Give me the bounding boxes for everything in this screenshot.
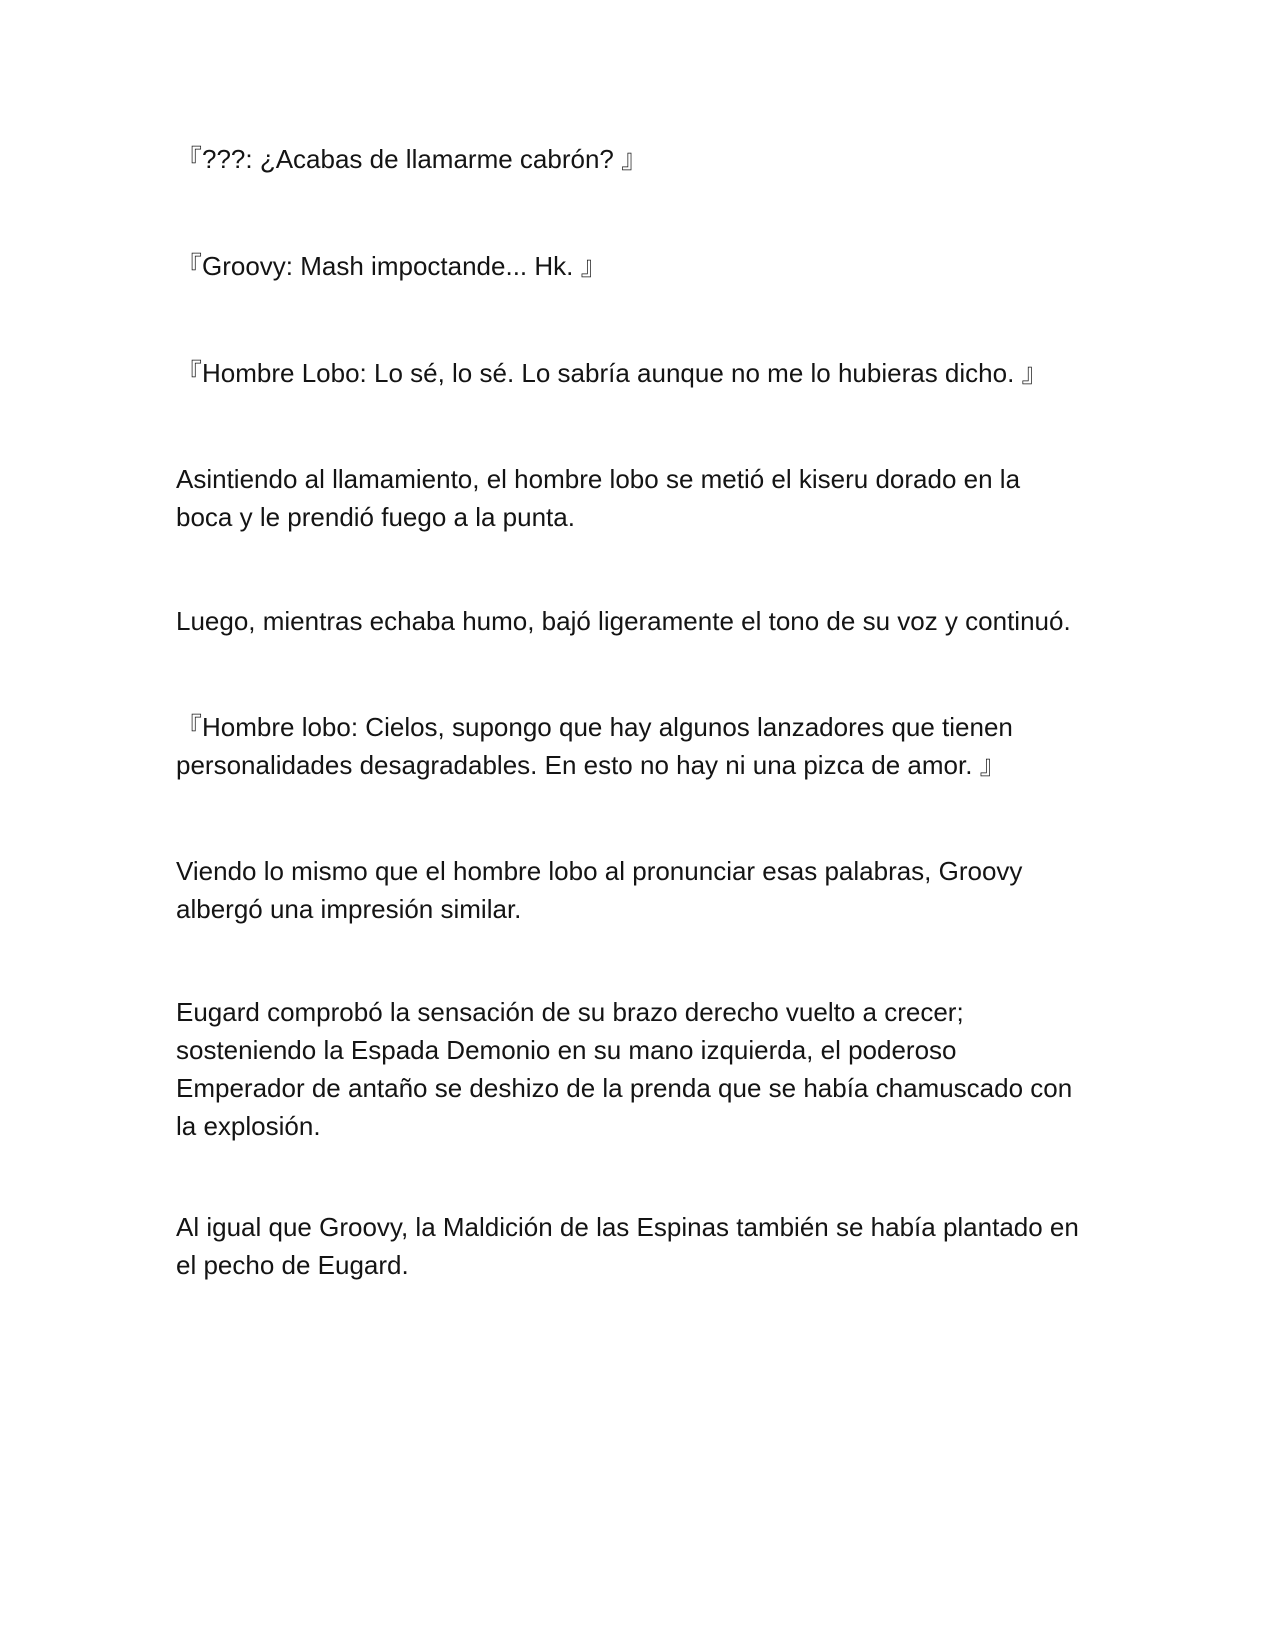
narration-paragraph-2 xyxy=(176,602,1096,640)
text-line: la explosión. xyxy=(176,1111,321,1141)
text-line: el pecho de Eugard. xyxy=(176,1250,409,1280)
text-line: Viendo lo mismo que el hombre lobo al pronunciar esas palabras, Groovy xyxy=(176,856,1023,886)
dialogue-hombre-lobo-1 xyxy=(176,354,1096,392)
text-line: 『Hombre lobo: Cielos, supongo que hay algunos lanzadores que tienen xyxy=(176,712,1013,742)
text-line: albergó una impresión similar. xyxy=(176,894,522,924)
text-line: 『Groovy: Mash impoctande... Hk. 』 xyxy=(176,251,607,281)
text-line: personalidades desagradables. En esto no hay ni una pizca de amor. 』 xyxy=(176,750,1006,780)
narration-paragraph-4 xyxy=(176,993,1096,1145)
dialogue-unknown xyxy=(176,140,1096,178)
text-line: 『Hombre Lobo: Lo sé, lo sé. Lo sabría aunque no me lo hubieras dicho. 』 xyxy=(176,358,1048,388)
text-line: Asintiendo al llamamiento, el hombre lobo se metió el kiseru dorado en la xyxy=(176,464,1021,494)
narration-paragraph-3 xyxy=(176,852,1096,928)
dialogue-hombre-lobo-2 xyxy=(176,708,1096,784)
text-line: sosteniendo la Espada Demonio en su mano izquierda, el poderoso xyxy=(176,1035,957,1065)
text-line: Emperador de antaño se deshizo de la prenda que se había chamuscado con xyxy=(176,1073,1073,1103)
dialogue-groovy xyxy=(176,247,1096,285)
text-line: boca y le prendió fuego a la punta. xyxy=(176,502,575,532)
text-line: 『???: ¿Acabas de llamarme cabrón? 』 xyxy=(176,144,648,174)
text-line: Al igual que Groovy, la Maldición de las Espinas también se había plantado en xyxy=(176,1212,1079,1242)
text-line: Eugard comprobó la sensación de su brazo derecho vuelto a crecer; xyxy=(176,997,964,1027)
text-line: Luego, mientras echaba humo, bajó ligeramente el tono de su voz y continuó. xyxy=(176,606,1071,636)
narration-paragraph-1 xyxy=(176,460,1096,536)
narration-paragraph-5 xyxy=(176,1208,1096,1284)
